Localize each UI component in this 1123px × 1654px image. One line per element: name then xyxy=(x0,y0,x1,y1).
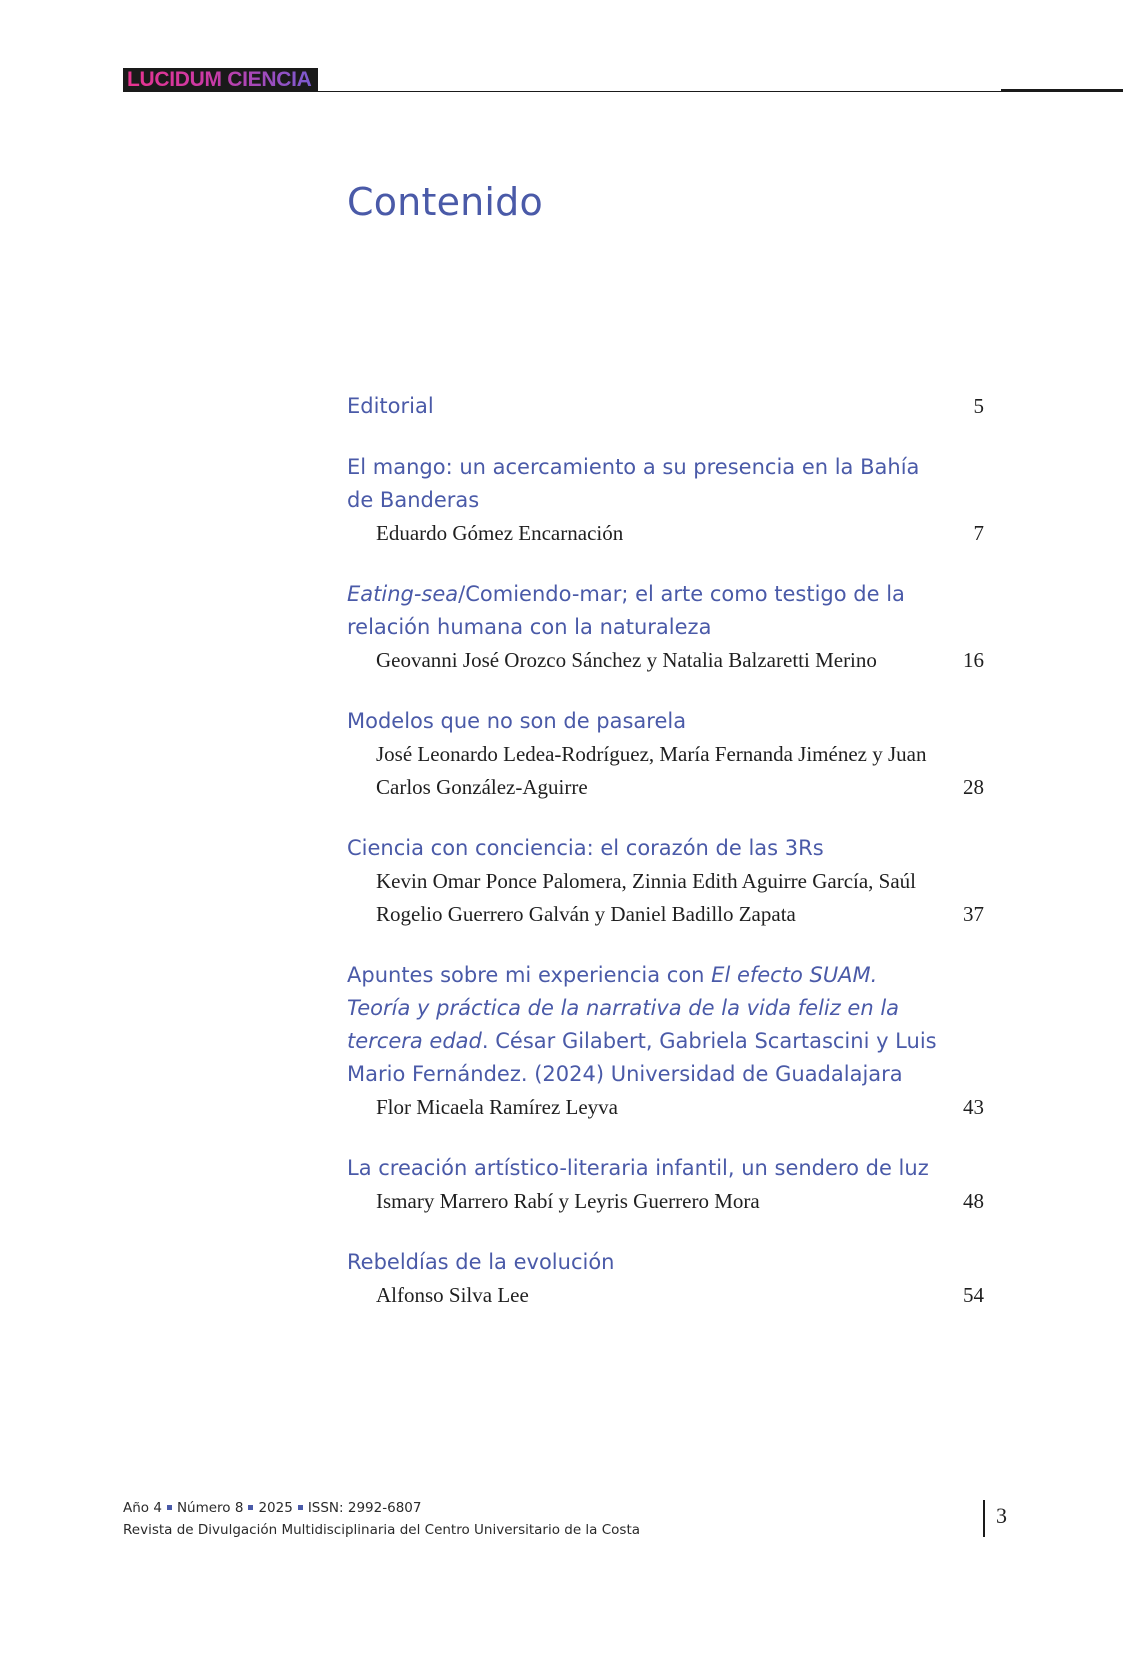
toc-entry-page: 54 xyxy=(963,1283,984,1307)
header-rule-accent xyxy=(1001,89,1123,92)
page-title: Contenido xyxy=(347,180,543,224)
toc-entry-title[interactable]: Rebeldías de la evolución xyxy=(347,1250,615,1274)
toc-entry-authors: Alfonso Silva Lee xyxy=(376,1283,529,1307)
page-number: 3 xyxy=(996,1503,1007,1528)
toc-entry-title-part1: Apuntes sobre mi experiencia con xyxy=(347,963,712,987)
toc-entry-title[interactable]: Ciencia con conciencia: el corazón de las 3Rs xyxy=(347,836,824,860)
toc-entry-title-italic: Eating-sea xyxy=(347,582,459,606)
separator-square-icon xyxy=(298,1505,303,1510)
toc-entry-title[interactable]: Editorial xyxy=(347,394,434,418)
toc-entry-title-rest: . César Gilabert, Gabriela Scartascini y Luis Mario Fernández. (2024) Universidad de Guadalajara xyxy=(347,1029,937,1086)
toc-entry[interactable] xyxy=(347,1152,984,1218)
issue-info xyxy=(123,1497,640,1519)
issn: ISSN: 2992-6807 xyxy=(307,1500,422,1516)
toc-entry[interactable] xyxy=(347,705,984,804)
toc-entry-page: 28 xyxy=(963,775,984,799)
issue-date: 2025 xyxy=(258,1500,293,1516)
toc-entry-page: 16 xyxy=(963,648,984,672)
toc-entry-page: 37 xyxy=(963,902,984,926)
toc-entry[interactable] xyxy=(347,578,984,677)
toc-entry-title[interactable] xyxy=(347,959,984,1091)
toc-entry-page: 43 xyxy=(963,1095,984,1119)
journal-name: Revista de Divulgación Multidisciplinaria del Centro Universitario de la Costa xyxy=(123,1522,641,1538)
toc-entry[interactable] xyxy=(347,1246,984,1312)
issue-year: Año 4 xyxy=(123,1500,162,1516)
toc-entry-title[interactable] xyxy=(347,578,984,644)
toc-entry-authors: Ismary Marrero Rabí y Leyris Guerrero Mora xyxy=(376,1189,760,1213)
toc-entry-title-rest: /Comiendo-mar; el arte como testigo de la relación humana con la naturaleza xyxy=(347,582,905,639)
separator-square-icon xyxy=(248,1505,253,1510)
page-header xyxy=(123,68,1123,94)
toc-entry-title[interactable]: El mango: un acercamiento a su presencia en la Bahía de Banderas xyxy=(347,455,920,512)
toc-entry-title-italic: El efecto SUAM. Teoría y práctica de la narrativa de la vida feliz en la tercera edad xyxy=(347,963,900,1053)
toc-entry[interactable] xyxy=(347,451,984,550)
toc-entry-authors: Geovanni José Orozco Sánchez y Natalia Balzaretti Merino xyxy=(376,648,877,672)
brand-logo: LUCIDUM CIENCIA xyxy=(123,68,318,92)
toc-entry-page: 7 xyxy=(973,521,984,545)
toc-entry-authors: Flor Micaela Ramírez Leyva xyxy=(376,1095,618,1119)
toc-entry-title[interactable]: La creación artístico-literaria infantil, un sendero de luz xyxy=(347,1156,929,1180)
issue-number: Número 8 xyxy=(176,1500,244,1516)
page-number-divider xyxy=(983,1500,985,1537)
toc-entry-page: 5 xyxy=(973,394,984,418)
page-footer xyxy=(123,1497,640,1541)
toc-entry-authors: Kevin Omar Ponce Palomera, Zinnia Edith Aguirre García, Saúl Rogelio Guerrero Galván y Daniel Badillo Zapata xyxy=(376,869,917,926)
toc-entry-editorial[interactable] xyxy=(347,390,984,423)
toc-entry[interactable] xyxy=(347,832,984,931)
toc-entry-authors: José Leonardo Ledea-Rodríguez, María Fernanda Jiménez y Juan Carlos González-Aguirre xyxy=(376,742,927,799)
toc-entry-title[interactable]: Modelos que no son de pasarela xyxy=(347,709,687,733)
toc-entry[interactable] xyxy=(347,959,984,1124)
separator-square-icon xyxy=(167,1505,172,1510)
toc-entry-authors: Eduardo Gómez Encarnación xyxy=(376,521,624,545)
toc-entry-page: 48 xyxy=(963,1189,984,1213)
table-of-contents xyxy=(347,390,984,1340)
